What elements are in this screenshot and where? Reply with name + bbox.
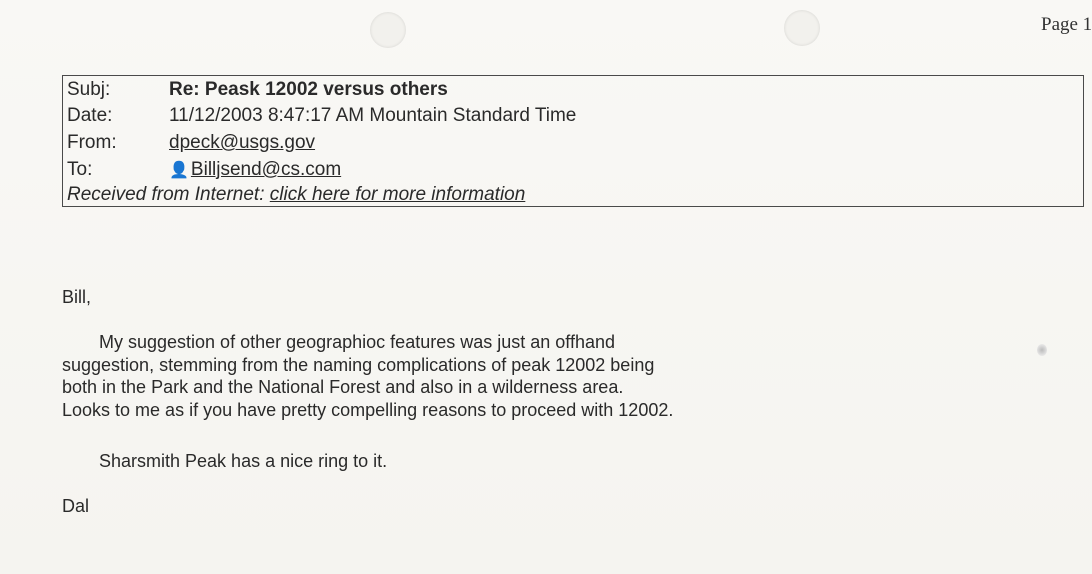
- subject-value: Re: Peask 12002 versus others: [169, 79, 448, 100]
- scan-speck: [1037, 344, 1047, 356]
- email-header-box: [62, 75, 1084, 207]
- paragraph-line: Looks to me as if you have pretty compelling reasons to proceed with 12002.: [62, 399, 674, 420]
- paragraph-line: both in the Park and the National Forest and also in a wilderness area.: [62, 377, 624, 397]
- person-icon: 👤: [169, 162, 189, 179]
- date-value: 11/12/2003 8:47:17 AM Mountain Standard Time: [169, 105, 577, 126]
- subject-label: Subj:: [67, 79, 111, 100]
- punch-hole: [784, 10, 820, 46]
- from-label: From:: [67, 132, 117, 153]
- from-email-link[interactable]: dpeck@usgs.gov: [169, 132, 316, 153]
- to-label: To:: [67, 159, 93, 180]
- paragraph-line: My suggestion of other geographioc features was just an offhand: [99, 332, 615, 352]
- greeting: Bill,: [62, 287, 92, 307]
- more-info-link[interactable]: click here for more information: [269, 184, 526, 205]
- paragraph-1: [62, 331, 673, 421]
- paragraph-2: Sharsmith Peak has a nice ring to it.: [99, 451, 388, 471]
- to-value-wrap: [169, 159, 341, 182]
- received-text: Received from Internet:: [67, 184, 270, 205]
- date-label: Date:: [67, 105, 113, 126]
- received-row: [67, 184, 525, 206]
- to-email-link[interactable]: Billjsend@cs.com: [190, 159, 342, 180]
- paragraph-line: suggestion, stemming from the naming complications of peak 12002 being: [62, 354, 655, 375]
- signoff: Dal: [62, 496, 90, 516]
- page-number: Page 1: [1041, 14, 1092, 35]
- punch-hole: [370, 12, 406, 48]
